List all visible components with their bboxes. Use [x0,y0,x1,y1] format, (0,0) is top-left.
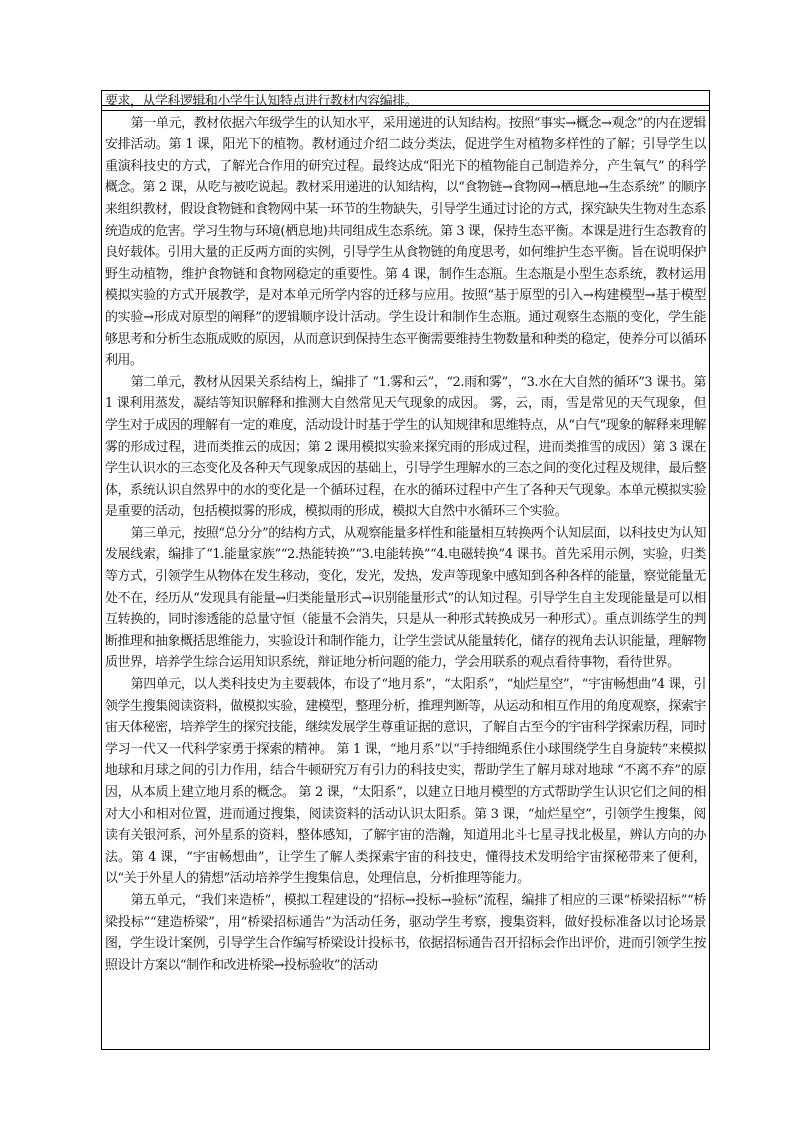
table-cell [101,90,710,1050]
paragraph-unit-4: 第四单元，以人类科技史为主要载体，布设了“地月系”，“太阳系”，“灿烂星空”，“宇宙畅想曲”4 课，引领学生搜集阅读资料，做模拟实验，建模型，整理分析，推理判断等，从运动和相互作用的角度观察，探索宇宙天体秘密，培养学生的探究技能，继续发展学生尊重证据的意识，了解自古至今的宇宙科学探索历程，同时学习一代又一代科学家勇于探索的精神。 第 1 课，“地月系”以“手持细绳系住小球围绕学生自身旋转”来模拟地球和月球之间的引力作用，结合牛顿研究万有引力的科技史实，帮助学生了解月球对地球 “不离不弃”的原因，从本质上建立地月系的概念。 第 2 课，“太阳系”，以建立日地月模型的方式帮助学生认识它们之间的相对大小和相对位置，进而通过搜集，阅读资料的活动认识太阳系。第 3 课，“灿烂星空”，引领学生搜集，阅读有关银河系，河外星系的资料，整体感知，了解宇宙的浩瀚，知道用北斗七星寻找北极星，辨认方向的办法。第 4 课，“宇宙畅想曲”，让学生了解人类探索宇宙的科技史，懂得技术发明给宇宙探秘带来了便利，以“关于外星人的猜想”活动培养学生搜集信息，处理信息，分析推理等能力。 [105,677,706,887]
paragraph-intro-tail: 要求，从学科逻辑和小学生认知特点进行教材内容编排。 [105,94,418,109]
paragraph-unit-1: 第一单元，教材依据六年级学生的认知水平，采用递进的认知结构。按照“事实→概念→观念”的内在逻辑安排活动。第 1 课，阳光下的植物。教材通过介绍二歧分类法，促进学生对植物多样性的了解；引导学生以重演科技史的方式，了解光合作用的研究过程。最终达成“阳光下的植物能自己制造养分，产生氧气” 的科学概念。第 2 课，从吃与被吃说起。教材采用递进的认知结构，以“食物链→食物网→栖息地→生态系统” 的顺序来组织教材，假设食物链和食物网中某一环节的生物缺失，引导学生通过讨论的方式，探究缺失生物对生态系统造成的危害。学习生物与环境(栖息地)共同组成生态系统。第 3 课，保持生态平衡。本课是进行生态教育的良好载体。引用大量的正反两方面的实例，引导学生从食物链的角度思考，如何维护生态平衡。旨在说明保护野生动植物，维护食物链和食物网稳定的重要性。第 4 课，制作生态瓶。生态瓶是小型生态系统，教材运用模拟实验的方式开展教学，是对本单元所学内容的迁移与应用。按照“基于原型的引入→构建模型→基于模型的实验→形成对原型的阐释”的逻辑顺序设计活动。学生设计和制作生态瓶。通过观察生态瓶的变化，学生能够思考和分析生态瓶成败的原因，从而意识到保持生态平衡需要维持生物数量和种类的稳定，使养分可以循环利用。 [105,115,706,369]
paragraph-unit-3: 第三单元，按照“总分分”的结构方式，从观察能量多样性和能量相互转换两个认知层面，以科技史为认知发展线索，编排了“1.能量家族”“2.热能转换”“3.电能转换”“4.电磁转换”4 课书。首先采用示例，实验，归类等方式，引领学生从物体在发生移动，变化，发光，发热，发声等现象中感知到各种各样的能量，察觉能量无处不在，经历从“发现具有能量→归类能量形式→识别能量形式”的认知过程。引导学生自主发现能量是可以相互转换的，同时渗透能的总量守恒（能量不会消失，只是从一种形式转换成另一种形式）。重点训练学生的判断推理和抽象概括思维能力，实验设计和制作能力，让学生尝试从能量转化，储存的视角去认识能量，理解物质世界，培养学生综合运用知识系统，辩证地分析问题的能力，学会用联系的观点看待事物，看待世界。 [105,525,706,671]
text-body [105,91,706,976]
paragraph-unit-5: 第五单元，“我们来造桥”，模拟工程建设的“招标→投标→验标”流程，编排了相应的三课“桥梁招标”“桥梁投标”“建造桥梁”，用“桥梁招标通告”为活动任务，驱动学生考察，搜集资料，做好投标准备以讨论场景图，学生设计案例，引导学生合作编写桥梁设计投标书，依据招标通告召开招标会作出评价，进而引领学生按照设计方案以“制作和改进桥梁→投标验收”的活动 [105,892,706,973]
paragraph-unit-2: 第二单元，教材从因果关系结构上，编排了 “1.雾和云”，“2.雨和雾”，“3.水在大自然的循环”3 课书。第 1 课利用蒸发，凝结等知识解释和推测大自然常见天气现象的成因。 雾，云，雨，雪是常见的天气现象，但学生对于成因的理解有一定的难度，活动设计时基于学生的认知规律和思维特点，从“白气”现象的解释来理解雾的形成过程，进而类推云的成因；第 2 课用模拟实验来探究雨的形成过程，进而类推雪的成因）第 3 课在学生认识水的三态变化及各种天气现象成因的基础上，引导学生理解水的三态之间的变化过程及规律，最后整体，系统认识自然界中的水的变化是一个循环过程，在水的循环过程中产生了各种天气现象。本单元模拟实验是重要的活动，包括模拟雾的形成，模拟雨的形成，模拟大自然中水循环三个实验。 [105,374,706,520]
